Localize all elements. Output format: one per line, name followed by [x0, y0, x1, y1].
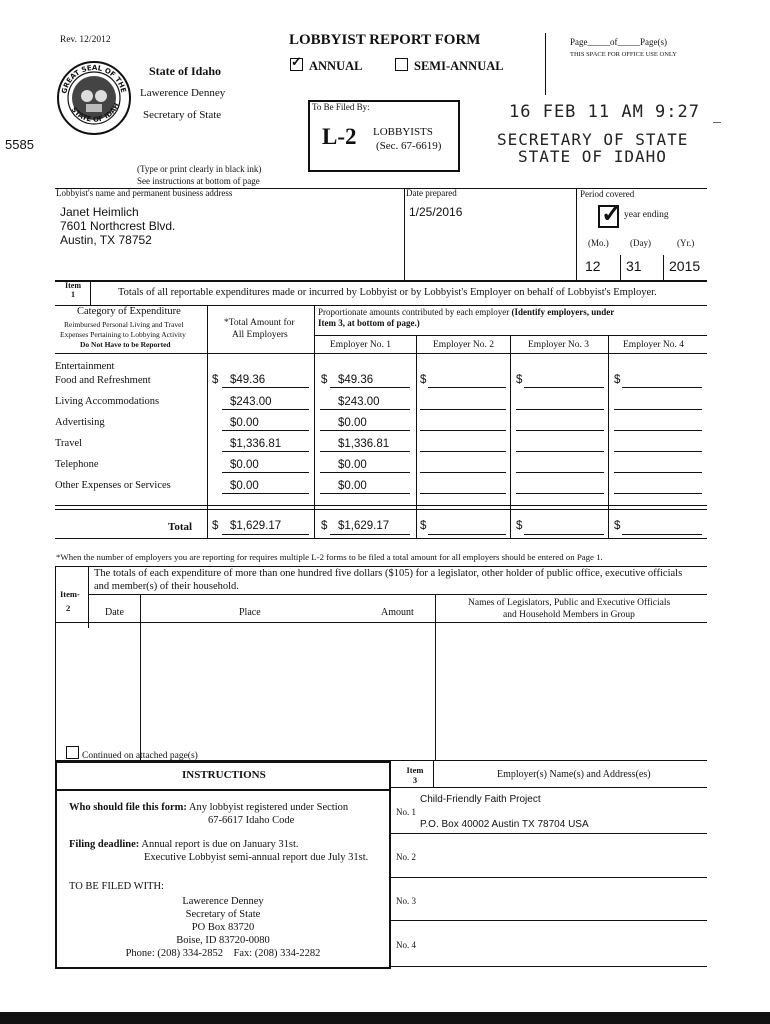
continued-checkbox[interactable]: [66, 746, 79, 759]
dollar-sign: $: [212, 374, 219, 386]
filed-with-label: TO BE FILED WITH:: [69, 881, 164, 892]
total-living[interactable]: $243.00: [230, 396, 272, 408]
proportionate-text: Proportionate amounts contributed by each employer: [318, 307, 510, 317]
form-type: LOBBYISTS: [373, 126, 433, 138]
employer-header-1: Employer No. 1: [330, 340, 391, 350]
checkmark-icon: ✓: [291, 54, 302, 69]
instructions-title: INSTRUCTIONS: [182, 769, 266, 781]
page-count-label: Page_____of_____Page(s): [570, 37, 667, 47]
checkmark-icon: ✓: [601, 201, 622, 228]
semi-annual-label: SEMI-ANNUAL: [414, 59, 504, 73]
total-food[interactable]: $49.36: [230, 374, 266, 386]
item1-number: 1: [71, 290, 75, 299]
svg-text:GREAT SEAL OF THE: GREAT SEAL OF THE: [60, 63, 128, 95]
proportionate-header: [318, 307, 614, 317]
year-ending-label: year ending: [624, 210, 669, 220]
address-line: Secretary of State: [185, 909, 261, 920]
proportionate-header2: Item 3, at bottom of page.): [318, 318, 420, 328]
grand-total-value[interactable]: $1,629.17: [230, 520, 282, 532]
continued-label: Continued on attached page(s): [82, 751, 198, 761]
annual-label: ANNUAL: [309, 59, 363, 73]
type-note: (Type or print clearly in black ink): [137, 164, 262, 174]
form-section: (Sec. 67-6619): [376, 140, 442, 152]
row-label-telephone: Telephone: [55, 459, 99, 470]
state-name: State of Idaho: [149, 64, 222, 78]
total-advertising[interactable]: $0.00: [230, 417, 259, 429]
lobbyist-name-label: Lobbyist's name and permanent business address: [56, 188, 233, 198]
row-label-advertising: Advertising: [55, 417, 105, 428]
date-prepared-value[interactable]: 1/25/2016: [409, 205, 463, 219]
item3-label: Item: [406, 765, 424, 775]
category-note3: Do Not Have to be Reported: [80, 340, 171, 349]
period-covered-label: Period covered: [580, 189, 635, 199]
dollar-sign: $: [420, 520, 427, 532]
total-header1: *Total Amount for: [224, 318, 295, 328]
employer1-name[interactable]: Child-Friendly Faith Project: [420, 794, 541, 805]
instructions-box: [55, 761, 391, 969]
dollar-sign: $: [321, 374, 328, 386]
multi-form-footnote: *When the number of employers you are reporting for requires multiple L-2 forms to be filed a total amount for all employers should be entered on Page 1.: [56, 552, 603, 562]
received-stamp-line3: STATE OF IDAHO: [518, 147, 667, 166]
row-label-entertainment: Entertainment: [55, 361, 115, 372]
row-label-food: Food and Refreshment: [55, 375, 151, 386]
row-label-travel: Travel: [55, 438, 83, 449]
address-line: Phone: (208) 334-2852 Fax: (208) 334-2282: [125, 948, 321, 959]
dollar-sign: $: [516, 374, 523, 386]
form-title: LOBBYIST REPORT FORM: [289, 32, 481, 48]
row-label-living: Living Accommodations: [55, 396, 160, 407]
filed-with-address: [57, 895, 389, 960]
svg-text:STATE OF IDAHO: STATE OF IDAH: [69, 101, 122, 124]
dollar-sign: $: [516, 520, 523, 532]
item3-label-box: [402, 765, 428, 785]
to-be-filed-by-box: [308, 100, 460, 172]
period-year[interactable]: 2015: [669, 258, 701, 274]
total-other[interactable]: $0.00: [230, 480, 259, 492]
proportionate-bold: (Identify employers, under: [511, 307, 615, 317]
filing-deadline-bold: Filing deadline:: [69, 839, 140, 850]
employer-header-4: Employer No. 4: [623, 340, 684, 350]
to-be-filed-by-label: To Be Filed By:: [312, 102, 370, 112]
emp1-total-value[interactable]: $1,629.17: [338, 520, 390, 532]
item3-heading: Employer(s) Name(s) and Address(es): [497, 769, 651, 780]
period-month[interactable]: 12: [585, 258, 601, 274]
item2-place-header: Place: [239, 607, 261, 618]
form-code: L-2: [322, 124, 357, 149]
total-row-label: Total: [168, 521, 193, 533]
item1-heading: Totals of all reportable expenditures made or incurred by Lobbyist or by Lobbyist's Employer on behalf of Lobbyist's Employer.: [118, 287, 657, 298]
employer-no-4-label: No. 4: [396, 940, 416, 950]
who-should-file-bold: Who should file this form:: [69, 802, 187, 813]
total-header2: All Employers: [232, 330, 288, 340]
item2-heading1: The totals of each expenditure of more than one hundred five dollars ($105) for a legislator, other holder of public office, executive officials: [94, 568, 683, 579]
dollar-sign: $: [212, 520, 219, 532]
lobbyist-name[interactable]: Janet Heimlich: [60, 205, 139, 219]
official-title: Secretary of State: [143, 109, 222, 121]
emp1-travel[interactable]: $1,336.81: [338, 438, 390, 450]
day-label: (Day): [630, 238, 651, 248]
emp1-telephone[interactable]: $0.00: [338, 459, 367, 471]
revision-label: Rev. 12/2012: [60, 35, 111, 45]
scan-bottom-edge: [0, 1012, 770, 1024]
emp1-living[interactable]: $243.00: [338, 396, 380, 408]
row-label-other: Other Expenses or Services: [55, 480, 171, 491]
period-day[interactable]: 31: [626, 258, 642, 274]
item2-number: 2: [66, 603, 71, 613]
employer1-address[interactable]: P.O. Box 40002 Austin TX 78704 USA: [420, 819, 589, 830]
idaho-seal-icon: [56, 60, 132, 136]
received-stamp-date: 16 FEB 11 AM 9:27: [509, 102, 700, 122]
item2-label: Item-: [60, 589, 80, 599]
official-name: Lawerence Denney: [140, 87, 226, 99]
item1-label: Item: [65, 281, 81, 290]
total-telephone[interactable]: $0.00: [230, 459, 259, 471]
category-note2: Expenses Pertaining to Lobbying Activity: [60, 330, 186, 339]
continued-option[interactable]: [66, 746, 198, 761]
date-prepared-label: Date prepared: [406, 188, 457, 198]
employer-header-2: Employer No. 2: [433, 340, 494, 350]
total-travel[interactable]: $1,336.81: [230, 438, 282, 450]
category-header: Category of Expenditure: [77, 306, 181, 317]
dollar-sign: $: [420, 374, 427, 386]
semi-annual-checkbox[interactable]: [395, 58, 408, 71]
address-line: PO Box 83720: [191, 922, 255, 933]
lobbyist-address2[interactable]: Austin, TX 78752: [60, 233, 152, 247]
filing-deadline-text: Annual report is due on January 31st.: [141, 839, 299, 850]
annual-checkbox[interactable]: [290, 54, 303, 71]
annual-option[interactable]: [290, 54, 363, 74]
year-ending-checkbox[interactable]: [598, 201, 622, 228]
address-line: Lawerence Denney: [182, 896, 264, 907]
item2-names-header1: Names of Legislators, Public and Executive Officials: [468, 598, 671, 608]
lobbyist-address1[interactable]: 7601 Northcrest Blvd.: [60, 219, 176, 233]
address-line: Boise, ID 83720-0080: [176, 935, 270, 946]
item2-amount-header: Amount: [381, 607, 414, 618]
filing-deadline-text2: Executive Lobbyist semi-annual report due July 31st.: [144, 852, 369, 863]
office-use-label: THIS SPACE FOR OFFICE USE ONLY: [570, 51, 677, 58]
employer-no-3-label: No. 3: [396, 896, 416, 906]
item3-number: 3: [412, 775, 418, 785]
emp1-food[interactable]: $49.36: [338, 374, 374, 386]
filing-deadline: [69, 839, 299, 850]
employer-header-3: Employer No. 3: [528, 340, 589, 350]
year-label: (Yr.): [677, 238, 695, 248]
item2-date-header: Date: [105, 607, 124, 618]
month-label: (Mo.): [588, 238, 609, 248]
category-note1: Reimbursed Personal Living and Travel: [64, 320, 184, 329]
item2-names-header2: and Household Members in Group: [503, 610, 635, 620]
who-should-file: [69, 802, 348, 813]
semi-annual-option[interactable]: [395, 58, 504, 74]
emp1-other[interactable]: $0.00: [338, 480, 367, 492]
dollar-sign: $: [614, 374, 621, 386]
who-should-file-text: Any lobbyist registered under Section: [188, 802, 349, 813]
dollar-sign: $: [614, 520, 621, 532]
received-stamp-line2: SECRETARY OF STATE: [497, 130, 689, 149]
who-should-file-text2: 67-6617 Idaho Code: [208, 815, 295, 826]
emp1-advertising[interactable]: $0.00: [338, 417, 367, 429]
dollar-sign: $: [321, 520, 328, 532]
instructions-note: See instructions at bottom of page: [137, 176, 260, 186]
employer-no-2-label: No. 2: [396, 852, 416, 862]
item2-heading2: and member(s) of their household.: [94, 581, 239, 592]
item1-box: [56, 281, 91, 305]
employer-no-1-label: No. 1: [396, 807, 416, 817]
side-number: 5585: [5, 137, 34, 152]
